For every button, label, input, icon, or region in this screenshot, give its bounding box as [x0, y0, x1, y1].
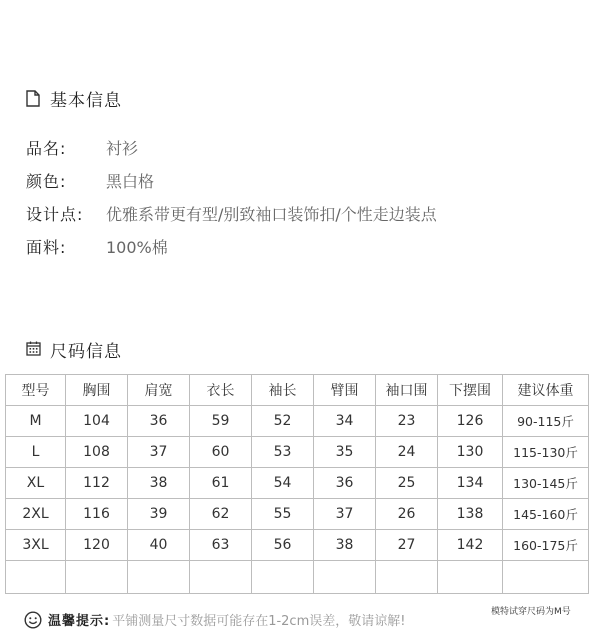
table-cell: 52 — [252, 406, 314, 437]
table-cell: 63 — [190, 530, 252, 561]
table-cell: M — [6, 406, 66, 437]
table-cell: 36 — [314, 468, 376, 499]
column-header: 下摆围 — [438, 375, 503, 406]
table-cell: L — [6, 437, 66, 468]
column-header: 衣长 — [190, 375, 252, 406]
calendar-icon — [26, 341, 42, 359]
info-key: 设计点: — [26, 205, 84, 224]
table-cell: 134 — [438, 468, 503, 499]
column-header: 袖口围 — [376, 375, 438, 406]
tip-line — [24, 610, 405, 629]
info-value: 黑白格 — [106, 172, 155, 191]
info-value: 衬衫 — [106, 139, 139, 158]
column-header: 肩宽 — [128, 375, 190, 406]
table-cell: 38 — [128, 468, 190, 499]
table-cell: 34 — [314, 406, 376, 437]
table-cell: 55 — [252, 499, 314, 530]
table-cell: 27 — [376, 530, 438, 561]
table-cell: XL — [6, 468, 66, 499]
table-cell-empty — [252, 561, 314, 594]
table-cell: 130 — [438, 437, 503, 468]
info-value: 100%棉 — [106, 238, 168, 257]
table-cell: 60 — [190, 437, 252, 468]
table-header-row — [6, 375, 589, 406]
table-cell: 160-175斤 — [503, 530, 589, 561]
tip-label: 温馨提示: — [48, 614, 111, 629]
info-value: 优雅系带更有型/别致袖口装饰扣/个性走边装点 — [106, 205, 437, 224]
info-row-color — [26, 169, 154, 192]
size-info-heading — [26, 337, 122, 362]
table-cell: 115-130斤 — [503, 437, 589, 468]
info-row-design — [26, 202, 437, 225]
table-cell: 40 — [128, 530, 190, 561]
column-header: 建议体重 — [503, 375, 589, 406]
smile-icon — [24, 611, 42, 629]
table-cell-empty — [190, 561, 252, 594]
table-cell: 37 — [128, 437, 190, 468]
size-table — [5, 374, 589, 594]
info-key: 面料: — [26, 238, 67, 257]
table-cell: 54 — [252, 468, 314, 499]
model-size-note: 模特试穿尺码为M号 — [491, 607, 571, 617]
table-cell: 130-145斤 — [503, 468, 589, 499]
table-cell: 23 — [376, 406, 438, 437]
column-header: 袖长 — [252, 375, 314, 406]
table-cell: 138 — [438, 499, 503, 530]
table-cell: 116 — [66, 499, 128, 530]
table-cell: 36 — [128, 406, 190, 437]
table-cell: 26 — [376, 499, 438, 530]
info-row-fabric — [26, 235, 168, 258]
info-row-name — [26, 136, 138, 159]
table-cell-empty — [128, 561, 190, 594]
table-cell: 25 — [376, 468, 438, 499]
table-cell: 35 — [314, 437, 376, 468]
table-cell: 142 — [438, 530, 503, 561]
table-row-empty — [6, 561, 589, 594]
table-cell: 90-115斤 — [503, 406, 589, 437]
table-cell: 108 — [66, 437, 128, 468]
table-cell: 120 — [66, 530, 128, 561]
table-cell: 37 — [314, 499, 376, 530]
basic-info-heading — [26, 86, 122, 111]
table-cell-empty — [503, 561, 589, 594]
table-row — [6, 499, 589, 530]
table-cell: 2XL — [6, 499, 66, 530]
column-header: 臂围 — [314, 375, 376, 406]
table-cell-empty — [6, 561, 66, 594]
table-cell: 112 — [66, 468, 128, 499]
column-header: 胸围 — [66, 375, 128, 406]
table-cell: 38 — [314, 530, 376, 561]
table-cell: 61 — [190, 468, 252, 499]
table-cell: 56 — [252, 530, 314, 561]
info-key: 颜色: — [26, 172, 67, 191]
table-cell: 39 — [128, 499, 190, 530]
table-cell: 126 — [438, 406, 503, 437]
info-key: 品名: — [26, 139, 67, 158]
table-cell-empty — [66, 561, 128, 594]
basic-info-title: 基本信息 — [50, 91, 122, 111]
table-cell: 24 — [376, 437, 438, 468]
table-row — [6, 468, 589, 499]
table-cell: 145-160斤 — [503, 499, 589, 530]
document-icon — [26, 90, 42, 108]
table-row — [6, 530, 589, 561]
table-cell: 62 — [190, 499, 252, 530]
table-cell: 53 — [252, 437, 314, 468]
table-row — [6, 437, 589, 468]
table-cell: 59 — [190, 406, 252, 437]
table-cell-empty — [438, 561, 503, 594]
table-cell-empty — [314, 561, 376, 594]
table-cell: 104 — [66, 406, 128, 437]
tip-text: 平铺测量尺寸数据可能存在1-2cm误差，敬请谅解! — [112, 614, 406, 629]
size-info-title: 尺码信息 — [50, 342, 122, 362]
table-cell: 3XL — [6, 530, 66, 561]
table-cell-empty — [376, 561, 438, 594]
column-header: 型号 — [6, 375, 66, 406]
table-row — [6, 406, 589, 437]
